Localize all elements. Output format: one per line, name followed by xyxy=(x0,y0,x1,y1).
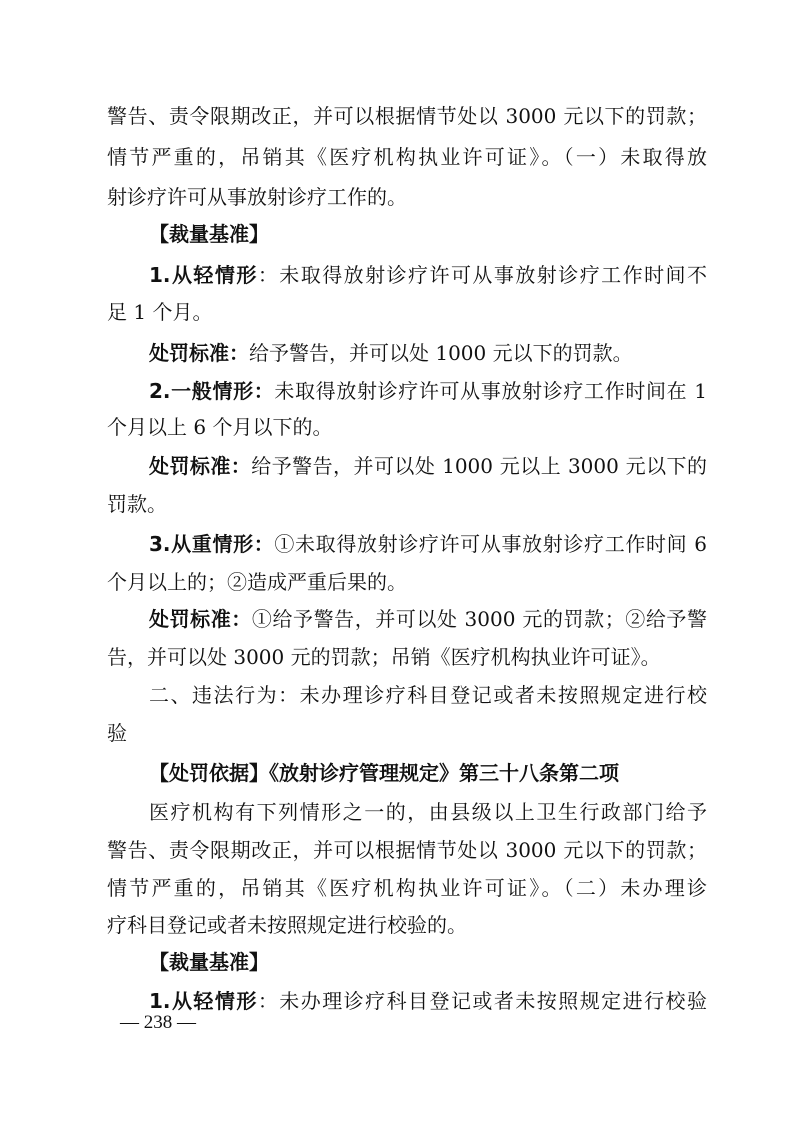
body-text-line: 2.一般情形：未取得放射诊疗许可从事放射诊疗工作时间在 1 xyxy=(149,379,707,403)
body-text-line: 医疗机构有下列情形之一的，由县级以上卫生行政部门给予 xyxy=(149,800,707,824)
body-text-line: 足 1 个月。 xyxy=(107,300,213,324)
body-text-line: 处罚标准：给予警告，并可以处 1000 元以上 3000 元以下的 xyxy=(149,454,707,478)
section-heading: 【裁量基准】 xyxy=(149,950,269,974)
body-text-line: 情节严重的，吊销其《医疗机构执业许可证》。（一）未取得放 xyxy=(107,145,707,169)
body-text-line: 3.从重情形：①未取得放射诊疗许可从事放射诊疗工作时间 6 xyxy=(149,532,707,556)
page-number: — 238 — xyxy=(120,1012,196,1033)
body-text-line: 个月以上的；②造成严重后果的。 xyxy=(107,570,407,594)
label-bold: 处罚标准： xyxy=(149,341,249,365)
label-bold: 1.从轻情形 xyxy=(149,989,258,1013)
body-text-line: 1.从轻情形：未取得放射诊疗许可从事放射诊疗工作时间不 xyxy=(149,263,707,287)
label-bold: 2.一般情形： xyxy=(149,379,275,403)
body-text-line: 情节严重的，吊销其《医疗机构执业许可证》。（二）未办理诊 xyxy=(107,876,707,900)
section-heading: 【处罚依据】《放射诊疗管理规定》第三十八条第二项 xyxy=(149,761,619,785)
body-text-line: 射诊疗许可从事放射诊疗工作的。 xyxy=(107,185,407,209)
body-text-line: 告，并可以处 3000 元的罚款；吊销《医疗机构执业许可证》。 xyxy=(107,645,661,669)
body-text-line: 疗科目登记或者未按照规定进行校验的。 xyxy=(107,913,467,937)
label-bold: 处罚标准： xyxy=(149,454,252,478)
body-text-line: 二、违法行为：未办理诊疗科目登记或者未按照规定进行校 xyxy=(149,683,707,707)
label-bold: 处罚标准： xyxy=(149,607,252,631)
body-text-line: 个月以上 6 个月以下的。 xyxy=(107,415,333,439)
section-heading: 【裁量基准】 xyxy=(149,222,269,246)
body-text-line: 1.从轻情形：未办理诊疗科目登记或者未按照规定进行校验 xyxy=(149,989,707,1013)
body-text-line: 罚款。 xyxy=(107,492,167,516)
body-text-line: 处罚标准：给予警告，并可以处 1000 元以下的罚款。 xyxy=(149,341,633,365)
label-bold: 1.从轻情形 xyxy=(149,263,258,287)
body-text-line: 验 xyxy=(107,721,127,745)
body-text-line: 处罚标准：①给予警告，并可以处 3000 元的罚款；②给予警 xyxy=(149,607,707,631)
body-text-line: 警告、责令限期改正，并可以根据情节处以 3000 元以下的罚款； xyxy=(107,104,707,128)
label-bold: 3.从重情形： xyxy=(149,532,275,556)
body-text-line: 警告、责令限期改正，并可以根据情节处以 3000 元以下的罚款； xyxy=(107,838,707,862)
